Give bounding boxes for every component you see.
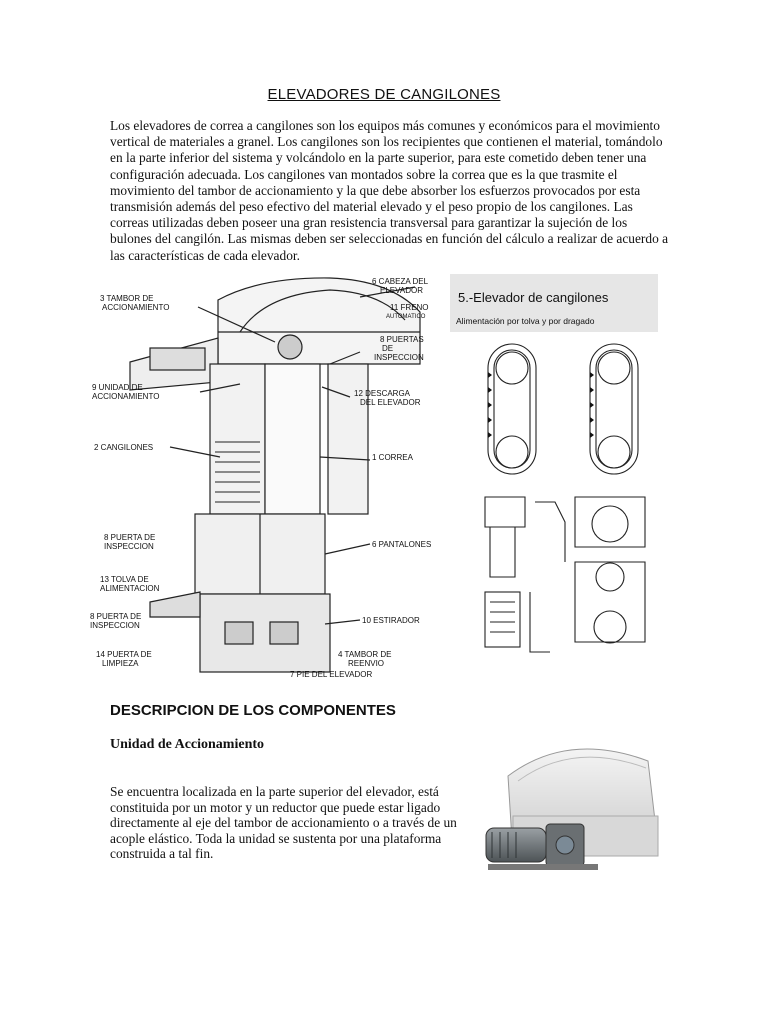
label-freno: 11 FRENO [390,303,429,312]
label-cabeza-2: ELEVADOR [380,286,423,295]
belt-diagrams [485,344,645,652]
label-limpieza: 14 PUERTA DE [96,650,152,659]
label-tambor-acc: 3 TAMBOR DE [100,294,154,303]
label-pantalones: 6 PANTALONES [372,540,432,549]
label-puerta-insp-b: 8 PUERTA DE [90,612,142,621]
label-pie: 7 PIE DEL ELEVADOR [290,670,373,679]
elevator-diagram [90,272,660,682]
page-title: ELEVADORES DE CANGILONES [267,86,501,103]
label-puertas-2: DE [382,344,394,353]
drive-unit-photo [478,736,663,886]
label-unidad: 9 UNIDAD DE [92,383,143,392]
label-cangilones: 2 CANGILONES [94,443,154,452]
body-paragraph: Se encuentra localizada en la parte superior del elevador, está constituida por un motor y un reductor que puede estar ligado directamente al eje del tambor de accionamiento o a través de un acople elástico. Toda la unidad se sustenta por una plataforma construida a tal fin. [110,784,457,862]
label-descarga-2: DEL ELEVADOR [360,398,421,407]
label-puertas-3: INSPECCION [374,353,424,362]
label-limpieza-2: LIMPIEZA [102,659,139,668]
label-tambor-acc-2: ACCIONAMIENTO [102,303,170,312]
panel-title: 5.-Elevador de cangilones [458,290,609,305]
label-puerta-insp: 8 PUERTA DE [104,533,156,542]
sub-title: Unidad de Accionamiento [110,737,265,752]
label-puerta-insp-2: INSPECCION [104,542,154,551]
label-puertas: 8 PUERTAS [380,335,424,344]
label-descarga: 12 DESCARGA [354,389,411,398]
label-estirador: 10 ESTIRADOR [362,616,420,625]
label-tolva-2: ALIMENTACION [100,584,160,593]
label-cabeza: 6 CABEZA DEL [372,277,429,286]
label-puerta-insp-b-2: INSPECCION [90,621,140,630]
label-reenvio-2: REENVIO [348,659,385,668]
drive-unit-illustration [478,736,663,886]
label-unidad-2: ACCIONAMIENTO [92,392,160,401]
label-correa: 1 CORREA [372,453,413,462]
panel-subtitle: Alimentación por tolva y por dragado [456,316,595,326]
label-freno-2: AUTOMATICO [386,314,426,320]
section-title: DESCRIPCION DE LOS COMPONENTES [110,702,396,719]
intro-paragraph: Los elevadores de correa a cangilones son los equipos más comunes y económicos para el movimiento vertical de materiales a granel. Los cangilones son los recipientes que contienen el material, tomándolo en la parte inferior del sistema y volcándolo en la parte superior, para este cometido deben tener una configuración adecuada. Los cangilones van montados sobre la correa que es la que trasmite el movimiento del tambor de accionamiento y la que debe absorber los esfuerzos provocados por esta transmisión además del peso efectivo del material elevado y el peso propio de los cangilones. Las correas utilizadas deben poseer una gran resistencia transversal para garantizar la sujeción de los bulones del cangilón. Las mismas deben ser seleccionadas en función del cálculo a realizar de acuerdo a las características de cada elevador. [110,118,669,263]
label-tolva: 13 TOLVA DE [100,575,149,584]
elevator-figure [90,272,660,682]
label-reenvio: 4 TAMBOR DE [338,650,392,659]
